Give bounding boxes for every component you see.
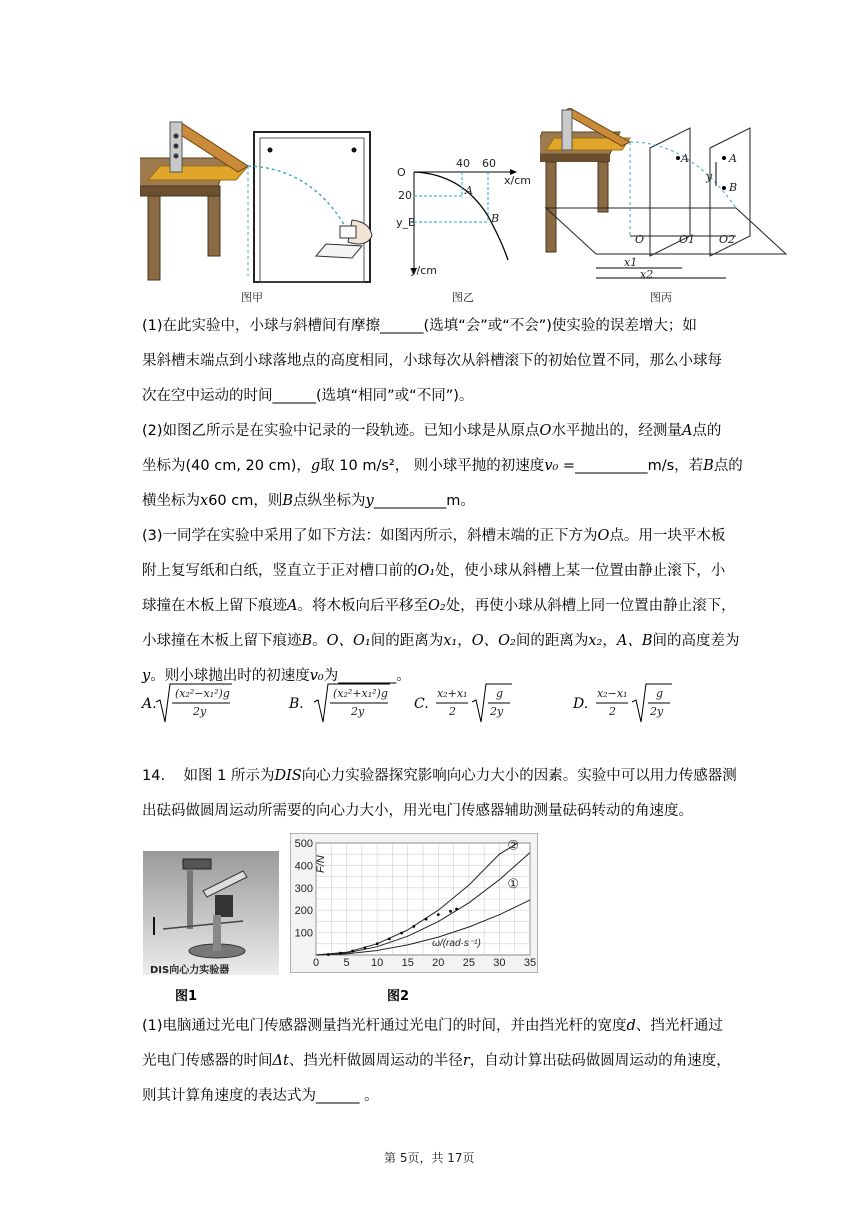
yi-y-axis-label: y/cm (410, 264, 437, 277)
bing-label-x1: x1 (624, 256, 638, 269)
q14-intro-line1 (142, 766, 737, 786)
yi-point-a: A (465, 184, 473, 197)
data-point (388, 937, 391, 940)
bing-label-y: y (706, 170, 713, 183)
q13-p2-line1 (142, 421, 721, 441)
var-b: B (703, 458, 714, 474)
y-tick-label: 500 (294, 838, 313, 850)
text: 。 (312, 633, 327, 649)
data-point (425, 918, 428, 921)
q13-p3-line4 (142, 631, 739, 651)
bing-label-x2: x2 (640, 268, 654, 281)
var-g: g (310, 458, 321, 474)
option-b-den: 2y (351, 705, 365, 718)
option-c-sqrt-num: g (496, 687, 504, 700)
text: 向心力实验器探究影响向心力大小的因素。实验中可以用力传感器测 (301, 768, 737, 784)
curve-label-2: ② (507, 837, 520, 853)
bing-label-b: B (729, 181, 738, 194)
text: ， (457, 633, 472, 649)
yi-yb-label: y_B (396, 216, 416, 229)
x-tick-label: 25 (462, 957, 475, 969)
q13-p1-line1: (1)在此实验中，小球与斜槽间有摩擦______(选填“会”或“不会”)使实验的误差增大；如 (142, 318, 697, 334)
option-d-sqrt-num: g (656, 687, 664, 700)
option-d-label[interactable]: D. (573, 696, 589, 712)
data-point (455, 908, 458, 911)
y-tick-label: 200 (294, 905, 313, 918)
option-b-num: (x₂²+x₁²)g (333, 687, 388, 700)
option-c-frac-num: x₂+x₁ (437, 687, 468, 700)
data-point (437, 913, 440, 916)
data-point (400, 932, 403, 935)
var-x2: x₂ (588, 633, 603, 649)
yi-xtick-60: 60 (482, 157, 496, 170)
data-point (339, 952, 342, 955)
option-a-label[interactable]: A. (142, 696, 157, 712)
y-tick-label: 100 (294, 927, 313, 940)
var-o1: O₁ (417, 563, 436, 579)
q13-p1-line2: 果斜槽末端点到小球落地点的高度相同，小球每次从斜槽滚下的初始位置不同，那么小球每 (142, 353, 722, 369)
option-radicals (0, 680, 860, 730)
var-a: A (681, 423, 693, 439)
x-tick-label: 20 (432, 957, 445, 969)
yi-point-b: B (491, 212, 500, 225)
bing-label-o1: O1 (679, 233, 696, 246)
q14-p1-line1 (142, 1016, 723, 1036)
page-footer: 第 5页，共 17页 (384, 1151, 475, 1165)
text: 处，再使小球从斜槽上同一位置由静止滚下， (445, 598, 736, 614)
var-v0: v₀ (309, 668, 324, 684)
text: 间的高度差为 (652, 633, 740, 649)
text: 点的 (713, 458, 743, 474)
var-dt: Δt (272, 1053, 289, 1069)
y-tick-label: 300 (294, 882, 313, 895)
text: =__________m/s，若 (558, 458, 704, 474)
text: 坐标为(40 cm, 20 cm)， (142, 458, 311, 474)
text: 60 cm，则 (208, 493, 283, 509)
q13-p2-line2 (142, 456, 743, 476)
var-y: y (142, 668, 151, 684)
x-axis-label: ω/(rad·s⁻¹) (432, 938, 481, 950)
text: 光电门传感器的时间 (142, 1053, 273, 1069)
data-point (449, 910, 452, 913)
var-o-o1: O、O₁ (326, 633, 371, 649)
text: ， (602, 633, 617, 649)
var-y: y (365, 493, 374, 509)
x-tick-label: 0 (312, 957, 320, 969)
text: (2)如图乙所示是在实验中记录的一段轨迹。已知小球是从原点 (142, 423, 540, 439)
q14-intro-line2: 出砝码做圆周运动所需要的向心力大小，用光电门传感器辅助测量砝码转动的角速度。 (142, 803, 693, 819)
text: 球撞在木板上留下痕迹 (142, 598, 287, 614)
var-x1: x₁ (443, 633, 458, 649)
yi-ytick-20: 20 (398, 189, 412, 202)
var-dis: DIS (274, 768, 302, 784)
fig1-photo-label: DIS向心力实验器 (150, 965, 230, 976)
text: 。将木板向后平移至 (297, 598, 428, 614)
option-c-label[interactable]: C. (414, 696, 429, 712)
y-tick-label: 400 (294, 860, 313, 873)
var-o: O (597, 528, 610, 544)
text: 为________。 (323, 668, 411, 684)
fig1-photo (143, 851, 279, 975)
var-o-o2: O、O₂ (471, 633, 516, 649)
text: (3)一同学在实验中采用了如下方法：如图丙所示，斜槽末端的正下方为 (142, 528, 598, 544)
fig2-caption: 图2 (387, 989, 410, 1004)
text: 间的距离为 (515, 633, 589, 649)
q13-p3-line2 (142, 561, 725, 581)
q13-p1-line3: 次在空中运动的时间______(选填“相同”或“不同”)。 (142, 388, 474, 404)
option-d-frac-num: x₂−x₁ (597, 687, 628, 700)
text: 。则小球抛出时的初速度 (150, 668, 310, 684)
figure-bing (540, 108, 790, 284)
var-a-b: A、B (616, 633, 653, 649)
fig1-caption: 图1 (175, 989, 198, 1004)
data-point (412, 925, 415, 928)
text: 横坐标为 (142, 493, 200, 509)
q14-p1-line2 (142, 1051, 731, 1071)
q13-p2-line3 (142, 491, 475, 511)
curve-label-1: ① (507, 875, 520, 891)
data-point (351, 950, 354, 953)
option-c-sqrt-den: 2y (490, 705, 504, 718)
var-r: r (462, 1053, 470, 1069)
fig2-chart (290, 833, 538, 973)
var-a: A (287, 598, 298, 614)
var-o: O (539, 423, 552, 439)
data-point (364, 946, 367, 949)
text: 、挡光杆做圆周运动的半径 (288, 1053, 463, 1069)
x-tick-label: 30 (493, 957, 506, 969)
bing-label-o2: O2 (719, 233, 736, 246)
var-d: d (626, 1018, 636, 1034)
bing-label-o: O (635, 233, 645, 246)
data-point (327, 953, 330, 956)
text: (1)电脑通过光电门传感器测量挡光杆通过光电门的时间，并由挡光杆的宽度 (142, 1018, 627, 1034)
var-b: B (282, 493, 294, 509)
q13-p3-line1 (142, 526, 725, 546)
q14-p1-line3: 则其计算角速度的表达式为______ 。 (142, 1088, 379, 1104)
text: 点的 (692, 423, 722, 439)
y-axis-label: F/N (315, 855, 327, 873)
text: ，自动计算出砝码做圆周运动的角速度， (469, 1053, 731, 1069)
yi-origin: O (397, 166, 406, 179)
text: 小球撞在木板上留下痕迹 (142, 633, 302, 649)
bing-label-a1: A (681, 152, 689, 165)
figure-jia-caption: 图甲 (241, 291, 263, 304)
x-tick-label: 5 (343, 957, 350, 969)
q13-p3-line3 (142, 596, 736, 616)
text: 水平抛出的，经测量 (551, 423, 682, 439)
x-tick-label: 35 (523, 957, 537, 969)
option-b-label[interactable]: B. (289, 696, 304, 712)
yi-xtick-40: 40 (456, 157, 470, 170)
var-o2: O₂ (427, 598, 446, 614)
option-a-den: 2y (193, 705, 207, 718)
option-c-frac-den: 2 (449, 705, 456, 718)
text: 点纵坐标为 (293, 493, 366, 509)
option-d-sqrt-den: 2y (650, 705, 664, 718)
question-number: 14. (142, 768, 166, 784)
x-tick-label: 15 (401, 957, 414, 969)
bing-label-a2: A (729, 152, 737, 165)
text: 间的距离为 (370, 633, 444, 649)
text: 点。用一块平木板 (609, 528, 726, 544)
data-point (376, 942, 379, 945)
text: 附上复写纸和白纸，竖直立于正对槽口前的 (142, 563, 418, 579)
text: 取 10 m/s²， 则小球平抛的初速度 (320, 458, 545, 474)
text: 、挡光杆通过 (635, 1018, 723, 1034)
text: 处，使小球从斜槽上某一位置由静止滚下，小 (435, 563, 726, 579)
text: __________m。 (373, 493, 475, 509)
var-b: B (301, 633, 313, 649)
figure-yi-caption: 图乙 (452, 291, 474, 304)
figure-bing-caption: 图丙 (650, 291, 672, 304)
x-tick-label: 10 (371, 957, 384, 969)
figure-jia (140, 116, 380, 286)
text: 如图 1 所示为 (183, 768, 275, 784)
option-d-frac-den: 2 (609, 705, 616, 718)
option-a-num: (x₂²−x₁²)g (175, 687, 230, 700)
yi-x-axis-label: x/cm (504, 174, 531, 187)
var-v0: v₀ (544, 458, 559, 474)
var-x: x (200, 493, 209, 509)
